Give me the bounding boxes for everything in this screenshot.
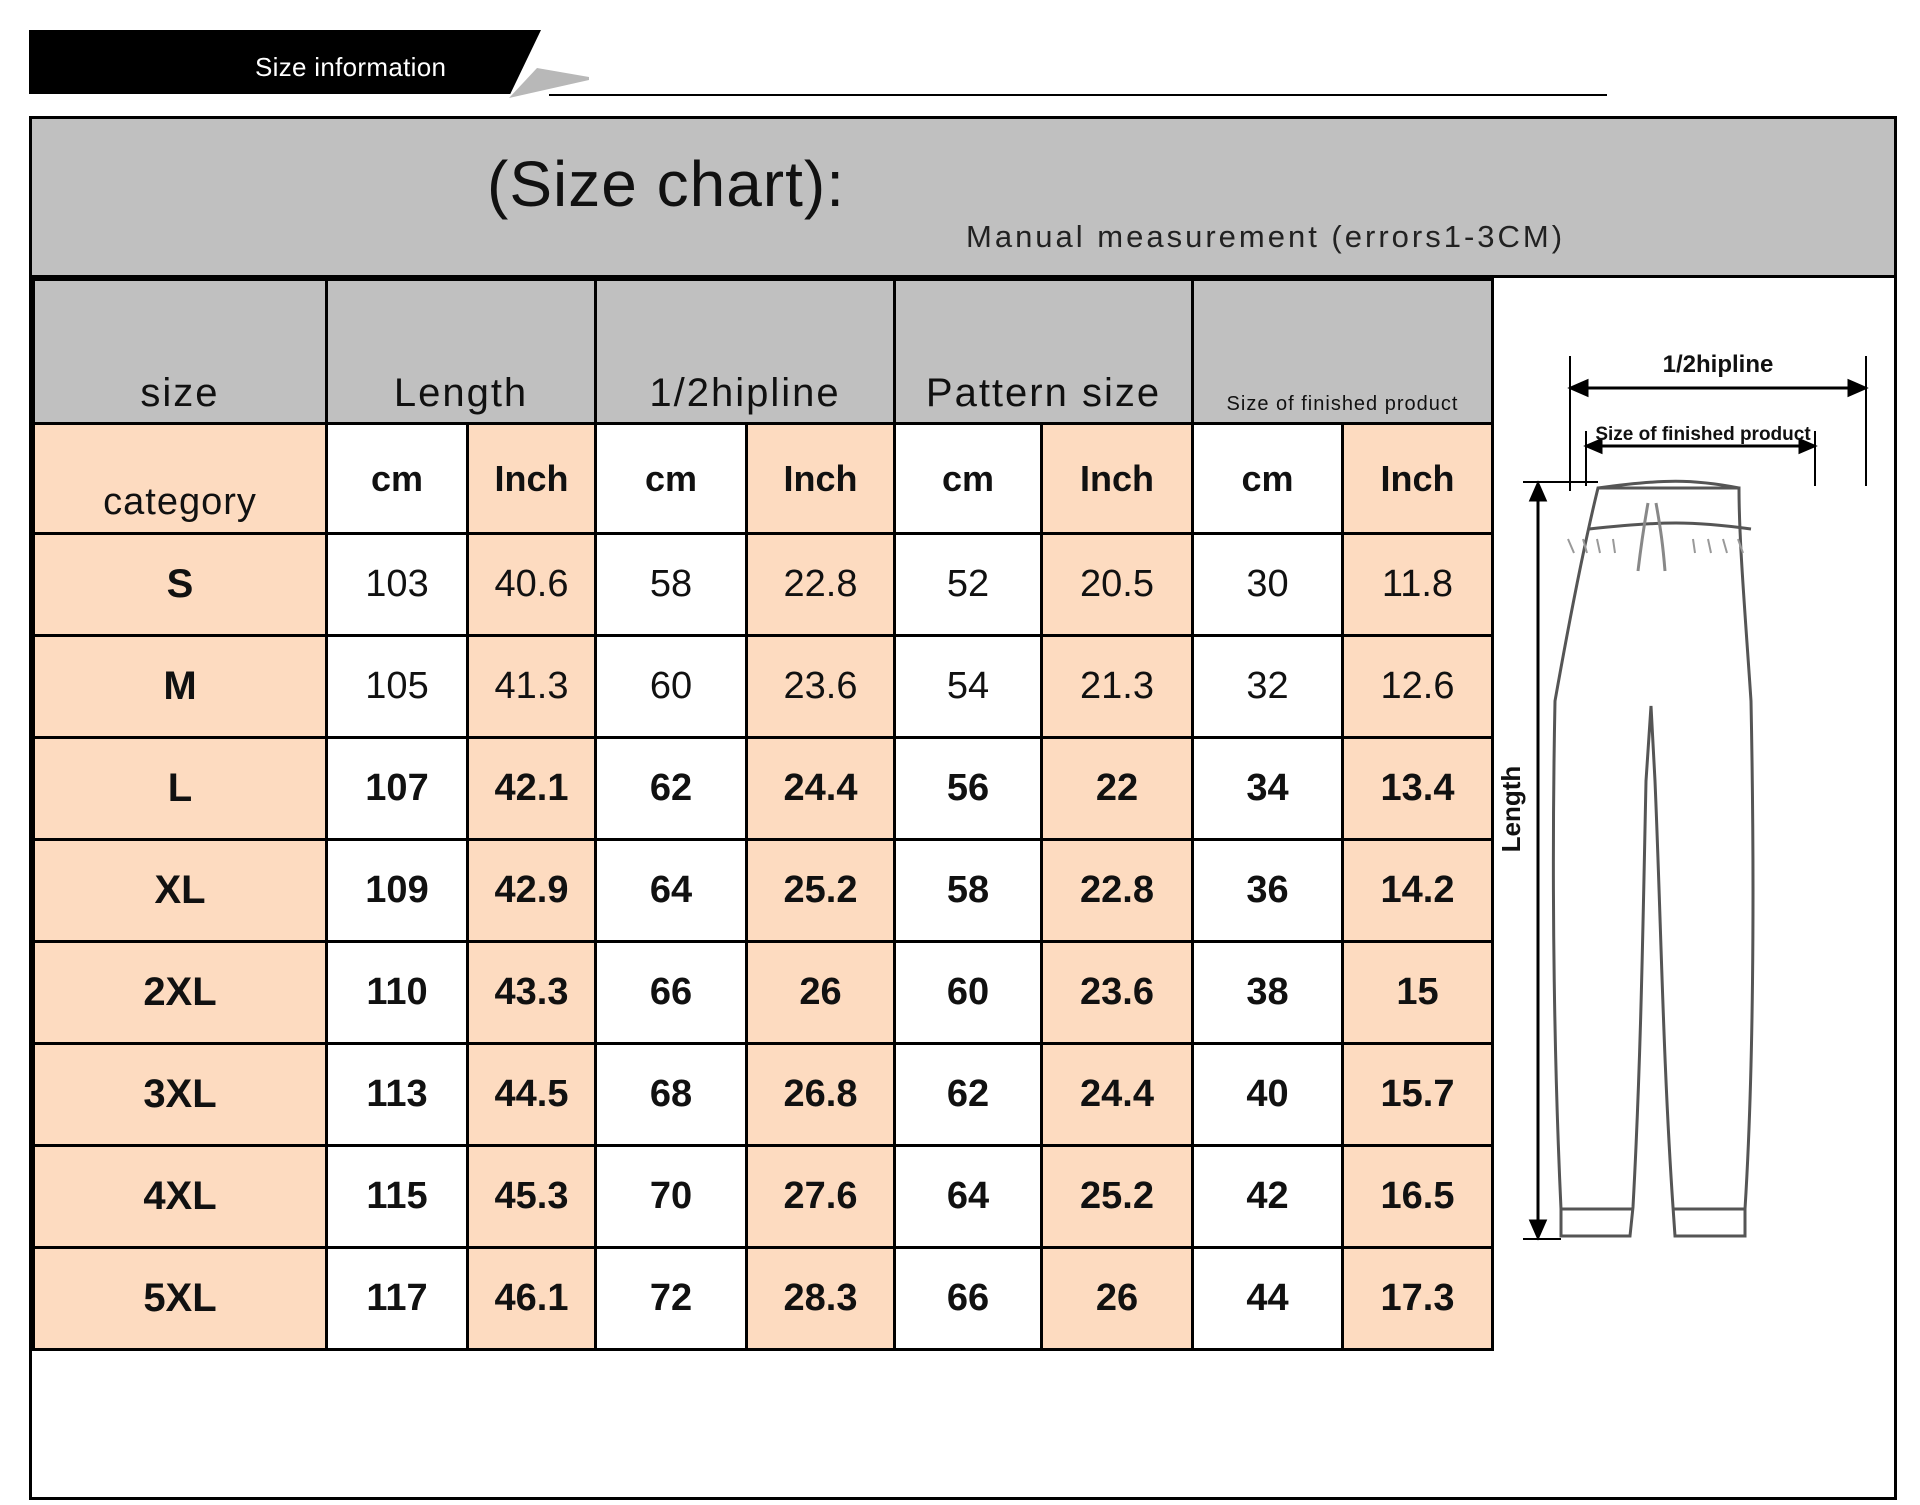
- length-cm-cell: 103: [327, 534, 468, 636]
- header-category: category: [34, 424, 327, 534]
- finished-inch-cell: 17.3: [1343, 1248, 1493, 1350]
- hipline-arrowhead-right: [1849, 381, 1865, 395]
- finished-inch-cell: 13.4: [1343, 738, 1493, 840]
- pattern-inch-cell: 23.6: [1042, 942, 1193, 1044]
- hipline-arrowhead-left: [1571, 381, 1587, 395]
- unit-inch: Inch: [747, 424, 895, 534]
- pattern-cm-cell: 56: [895, 738, 1042, 840]
- pants-outline: [1553, 488, 1753, 1236]
- hipline-cm-cell: 60: [596, 636, 747, 738]
- size-cell: L: [34, 738, 327, 840]
- unit-inch: Inch: [1042, 424, 1193, 534]
- pattern-cm-cell: 66: [895, 1248, 1042, 1350]
- finished-cm-cell: 32: [1193, 636, 1343, 738]
- unit-inch: Inch: [468, 424, 596, 534]
- hipline-inch-cell: 23.6: [747, 636, 895, 738]
- chart-banner: [32, 119, 1894, 278]
- size-cell: 4XL: [34, 1146, 327, 1248]
- waist-ruffle: [1568, 539, 1743, 553]
- hipline-inch-cell: 28.3: [747, 1248, 895, 1350]
- hipline-inch-cell: 22.8: [747, 534, 895, 636]
- pattern-inch-cell: 20.5: [1042, 534, 1193, 636]
- finished-cm-cell: 42: [1193, 1146, 1343, 1248]
- pants-diagram: [1493, 281, 1894, 1281]
- size-table: [32, 278, 1494, 1351]
- hipline-inch-cell: 25.2: [747, 840, 895, 942]
- length-cm-cell: 110: [327, 942, 468, 1044]
- table-row: [34, 1248, 1493, 1350]
- length-arrowhead-bottom: [1531, 1221, 1545, 1237]
- length-inch-cell: 40.6: [468, 534, 596, 636]
- hipline-inch-cell: 26.8: [747, 1044, 895, 1146]
- size-cell: 3XL: [34, 1044, 327, 1146]
- pattern-inch-cell: 24.4: [1042, 1044, 1193, 1146]
- length-cm-cell: 115: [327, 1146, 468, 1248]
- length-label: Length: [1496, 765, 1526, 853]
- hipline-cm-cell: 70: [596, 1146, 747, 1248]
- size-cell: 2XL: [34, 942, 327, 1044]
- finished-inch-cell: 15: [1343, 942, 1493, 1044]
- pattern-inch-cell: 22.8: [1042, 840, 1193, 942]
- pattern-inch-cell: 26: [1042, 1248, 1193, 1350]
- size-cell: M: [34, 636, 327, 738]
- hipline-cm-cell: 64: [596, 840, 747, 942]
- divider-line: [549, 94, 1607, 96]
- hipline-cm-cell: 68: [596, 1044, 747, 1146]
- length-inch-cell: 41.3: [468, 636, 596, 738]
- finished-cm-cell: 36: [1193, 840, 1343, 942]
- length-inch-cell: 42.1: [468, 738, 596, 840]
- table-row: [34, 534, 1493, 636]
- table-row: [34, 840, 1493, 942]
- unit-cm: cm: [895, 424, 1042, 534]
- pattern-cm-cell: 58: [895, 840, 1042, 942]
- length-cm-cell: 107: [327, 738, 468, 840]
- pattern-cm-cell: 62: [895, 1044, 1042, 1146]
- finished-cm-cell: 40: [1193, 1044, 1343, 1146]
- pattern-cm-cell: 60: [895, 942, 1042, 1044]
- finished-inch-cell: 11.8: [1343, 534, 1493, 636]
- size-cell: S: [34, 534, 327, 636]
- length-inch-cell: 45.3: [468, 1146, 596, 1248]
- length-inch-cell: 46.1: [468, 1248, 596, 1350]
- pattern-cm-cell: 64: [895, 1146, 1042, 1248]
- hipline-cm-cell: 62: [596, 738, 747, 840]
- length-cm-cell: 117: [327, 1248, 468, 1350]
- length-cm-cell: 113: [327, 1044, 468, 1146]
- finished-cm-cell: 38: [1193, 942, 1343, 1044]
- hipline-cm-cell: 58: [596, 534, 747, 636]
- header-finished-size: Size of finished product: [1193, 280, 1493, 424]
- finished-cm-cell: 34: [1193, 738, 1343, 840]
- chart-subtitle: Manual measurement (errors1-3CM): [966, 219, 1566, 254]
- finished-cm-cell: 30: [1193, 534, 1343, 636]
- size-cell: XL: [34, 840, 327, 942]
- hipline-cm-cell: 66: [596, 942, 747, 1044]
- pattern-inch-cell: 25.2: [1042, 1146, 1193, 1248]
- header-pattern-size: Pattern size: [895, 280, 1193, 424]
- hipline-inch-cell: 26: [747, 942, 895, 1044]
- hipline-inch-cell: 24.4: [747, 738, 895, 840]
- finished-inch-cell: 12.6: [1343, 636, 1493, 738]
- header-length: Length: [327, 280, 596, 424]
- table-row: [34, 1146, 1493, 1248]
- finished-inch-cell: 14.2: [1343, 840, 1493, 942]
- finished-inch-cell: 16.5: [1343, 1146, 1493, 1248]
- chart-title: (Size chart):: [487, 148, 845, 220]
- size-cell: 5XL: [34, 1248, 327, 1350]
- length-inch-cell: 43.3: [468, 942, 596, 1044]
- length-arrowhead-top: [1531, 484, 1545, 500]
- table-row: [34, 636, 1493, 738]
- header-size: size: [34, 280, 327, 424]
- size-chart-frame: [29, 116, 1897, 1500]
- pattern-inch-cell: 21.3: [1042, 636, 1193, 738]
- pattern-cm-cell: 54: [895, 636, 1042, 738]
- table-row: [34, 738, 1493, 840]
- finished-inch-cell: 15.7: [1343, 1044, 1493, 1146]
- table-row: [34, 1044, 1493, 1146]
- length-inch-cell: 44.5: [468, 1044, 596, 1146]
- hipline-cm-cell: 72: [596, 1248, 747, 1350]
- pattern-inch-cell: 22: [1042, 738, 1193, 840]
- section-title: Size information: [255, 52, 447, 82]
- drawstring: [1638, 503, 1665, 571]
- length-cm-cell: 109: [327, 840, 468, 942]
- finished-product-label: Size of finished product: [1595, 424, 1811, 445]
- section-tab: [29, 30, 1577, 100]
- unit-inch: Inch: [1343, 424, 1493, 534]
- unit-cm: cm: [1193, 424, 1343, 534]
- hipline-inch-cell: 27.6: [747, 1146, 895, 1248]
- hipline-label: 1/2hipline: [1662, 351, 1774, 378]
- finished-cm-cell: 44: [1193, 1248, 1343, 1350]
- pattern-cm-cell: 52: [895, 534, 1042, 636]
- length-inch-cell: 42.9: [468, 840, 596, 942]
- unit-cm: cm: [327, 424, 468, 534]
- unit-cm: cm: [596, 424, 747, 534]
- header-row: [34, 280, 1493, 424]
- length-cm-cell: 105: [327, 636, 468, 738]
- unit-row: [34, 424, 1493, 534]
- header-hipline: 1/2hipline: [596, 280, 895, 424]
- table-row: [34, 942, 1493, 1044]
